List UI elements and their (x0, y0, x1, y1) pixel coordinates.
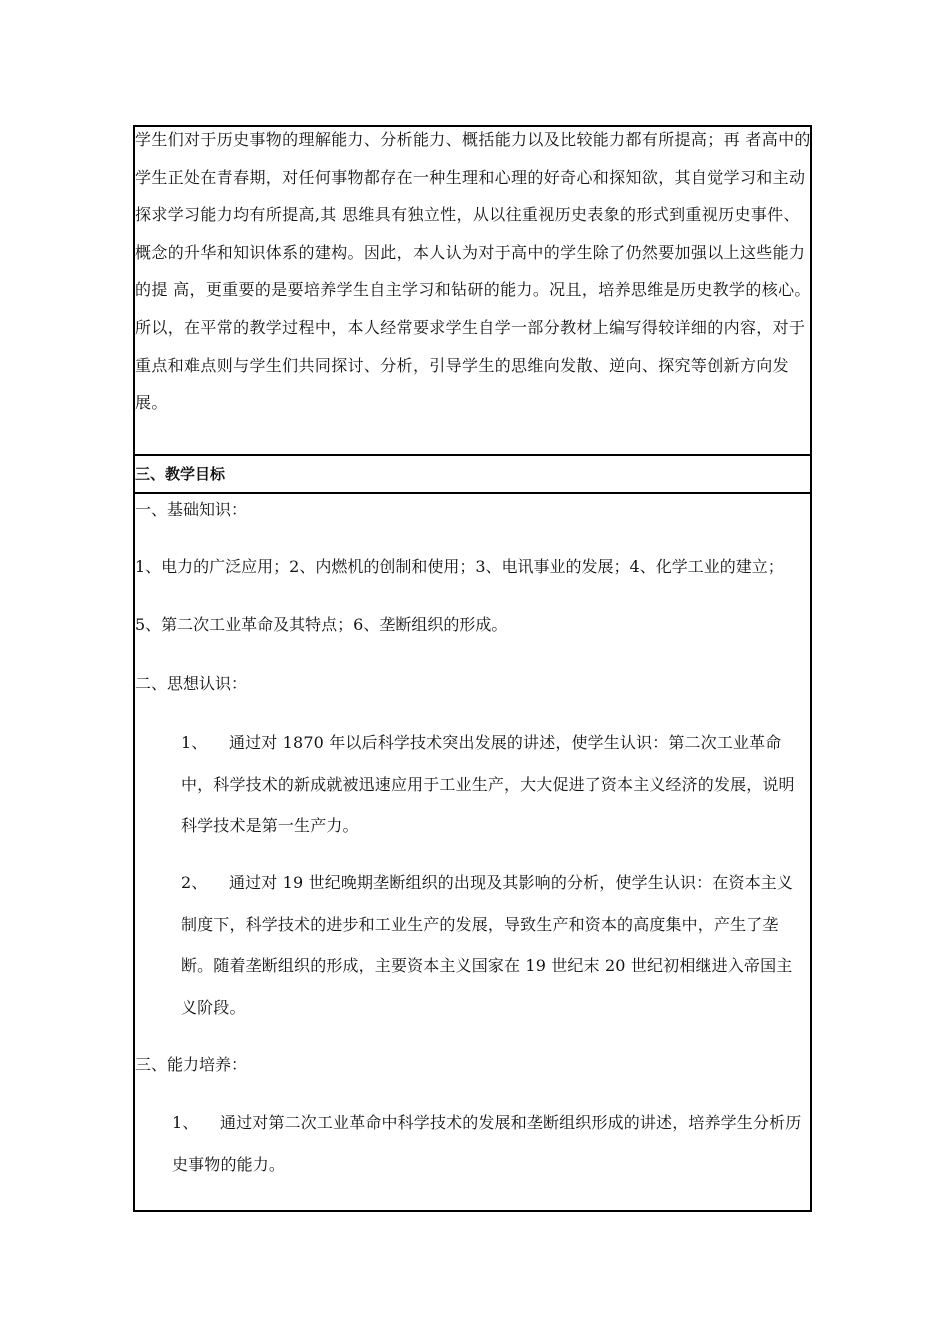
thought-item-1-number: 1、 (181, 733, 208, 752)
basic-knowledge-title: 一、基础知识： (135, 500, 248, 519)
thought-title: 二、思想认识： (135, 674, 248, 693)
ability-item-1-number: 1、 (172, 1113, 199, 1132)
thought-item-2-number: 2、 (181, 873, 208, 892)
thought-item-2-text: 通过对 19 世纪晚期垄断组织的出现及其影响的分析，使学生认识：在资本主义制度下，科学技术的进步和工业生产的发展，导致生产和资本的高度集中，产生了垄断。随着垄断组织的形成，主要资本主义国家在 19 世纪末 20 世纪初相继进入帝国主义阶段。 (181, 873, 794, 1017)
ability-item-1 (172, 1102, 806, 1185)
student-analysis-paragraph: 学生们对于历史事物的理解能力、分析能力、概括能力以及比较能力都有所提高；再 者高中的学生正处在青春期，对任何事物都存在一种生理和心理的好奇心和探知欲，其自觉学习和主动探求学习能力均有所提高,其 思维具有独立性，从以往重视历史表象的形式到重视历史事件、概念的升华和知识体系的建构。因此，本人认为对于高中的学生除了仍然要加强以上这些能力的提 高，更重要的是要培养学生自主学习和钻研的能力。况且，培养思维是历史教学的核心。所以，在平常的教学过程中，本人经常要求学生自学一部分教材上编写得较详细的内容，对于重点和难点则与学生们共同探讨、分析，引导学生的思维向发散、逆向、探究等创新方向发展。 (135, 130, 811, 413)
basic-knowledge-line-2: 5、第二次工业革命及其特点；6、垄断组织的形成。 (135, 615, 508, 634)
section-heading-teaching-objectives: 三、教学目标 (135, 465, 226, 483)
thought-item-2 (181, 862, 805, 1028)
ability-title: 三、能力培养： (135, 1055, 248, 1074)
ability-item-1-text: 通过对第二次工业革命中科学技术的发展和垄断组织形成的讲述，培养学生分析历史事物的能力。 (172, 1113, 802, 1174)
basic-knowledge-line-1: 1、电力的广泛应用；2、内燃机的创制和使用；3、电讯事业的发展；4、化学工业的建立； (135, 557, 784, 576)
thought-item-1-text: 通过对 1870 年以后科学技术突出发展的讲述，使学生认识：第二次工业革命中，科学技术的新成就被迅速应用于工业生产，大大促进了资本主义经济的发展，说明科学技术是第一生产力。 (181, 733, 795, 835)
thought-item-1 (181, 722, 805, 847)
